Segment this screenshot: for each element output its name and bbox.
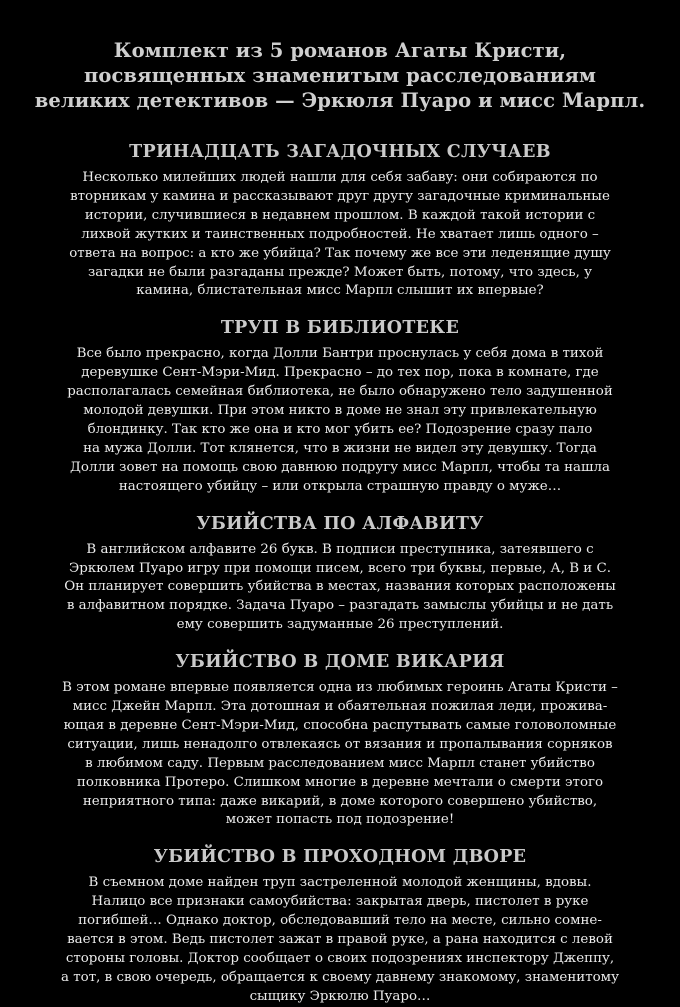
description-line: настоящего убийцу – или открыла страшную правду о муже… bbox=[118, 478, 562, 494]
description-line: располагалась семейная библиотека, не было обнаружено тело задушенной bbox=[67, 384, 613, 400]
description-line: Долли зовет на помощь свою давнюю подругу мисс Марпл, чтобы та нашла bbox=[70, 459, 610, 475]
description-line: ему совершить задуманные 26 преступлений. bbox=[176, 617, 504, 633]
description-line: в алфавитном порядке. Задача Пуаро – разгадать замыслы убийцы и не дать bbox=[66, 598, 614, 614]
section-description bbox=[30, 345, 650, 496]
description-line: вается в этом. Ведь пистолет зажат в правой руке, а рана находится с левой bbox=[67, 932, 613, 948]
description-line: деревушке Сент-Мэри-Мид. Прекрасно – до тех пор, пока в комнате, где bbox=[81, 365, 599, 381]
description-line: В съемном доме найден труп застреленной молодой женщины, вдовы. bbox=[88, 875, 592, 891]
description-line: молодой девушки. При этом никто в доме не знал эту привлекательную bbox=[83, 403, 597, 419]
section-description bbox=[30, 169, 650, 301]
description-line: загадки не были разгаданы прежде? Может быть, потому, что здесь, у bbox=[88, 264, 592, 280]
description-line: вторникам у камина и рассказывают друг другу загадочные криминальные bbox=[70, 188, 610, 204]
intro-line: посвященных знаменитым расследованиям bbox=[83, 64, 597, 87]
description-line: Налицо все признаки самоубийства: закрытая дверь, пистолет в руке bbox=[91, 894, 589, 910]
description-line: в любимом саду. Первым расследованием мисс Марпл станет убийство bbox=[85, 755, 595, 771]
section-title: УБИЙСТВА ПО АЛФАВИТУ bbox=[196, 513, 484, 534]
description-line: полковника Протеро. Слишком многие в деревне мечтали о смерти этого bbox=[76, 774, 604, 790]
description-line: погибшей… Однако доктор, обследовавший тело на месте, сильно сомне- bbox=[78, 913, 602, 929]
section-abc-murders bbox=[30, 513, 650, 636]
description-line: неприятного типа: даже викарий, в доме которого совершено убийство, bbox=[82, 793, 598, 809]
description-line: камина, блистательная мисс Марпл слышит их впервые? bbox=[136, 283, 544, 299]
description-line: сыщику Эркюлю Пуаро… bbox=[249, 988, 431, 1004]
description-line: Эркюлем Пуаро игру при помощи писем, всего три буквы, первые, А, В и С. bbox=[69, 560, 611, 576]
description-line: Несколько милейших людей нашли для себя забаву: они собираются по bbox=[82, 170, 598, 185]
description-line: ющая в деревне Сент-Мэри-Мид, способна распутывать самые головоломные bbox=[63, 717, 617, 733]
section-description bbox=[30, 874, 650, 1006]
description-line: Все было прекрасно, когда Долли Бантри проснулась у себя дома в тихой bbox=[76, 346, 604, 362]
section-description bbox=[30, 679, 650, 830]
description-line: на мужа Долли. Тот клянется, что в жизни не видел эту девушку. Тогда bbox=[83, 440, 597, 456]
section-title: УБИЙСТВО В ПРОХОДНОМ ДВОРЕ bbox=[153, 847, 527, 868]
series-intro bbox=[30, 38, 650, 113]
section-body-in-library bbox=[30, 317, 650, 496]
intro-line: великих детективов — Эркюля Пуаро и мисс Марпл. bbox=[34, 89, 646, 112]
description-line: а тот, в свою очередь, обращается к своему давнему знакомому, знаменитому bbox=[61, 969, 619, 985]
section-murder-at-vicarage bbox=[30, 651, 650, 830]
description-line: ответа на вопрос: а кто же убийца? Так почему же все эти леденящие душу bbox=[69, 245, 611, 261]
section-murder-in-mews bbox=[30, 846, 650, 1006]
description-line: истории, случившиеся в недавнем прошлом. В каждой такой истории с bbox=[84, 207, 596, 223]
description-line: В этом романе впервые появляется одна из любимых героинь Агаты Кристи – bbox=[62, 680, 618, 696]
description-line: блондинку. Так кто же она и кто мог убить ее? Подозрение сразу пало bbox=[87, 421, 593, 437]
description-line: ситуации, лишь ненадолго отвлекаясь от вязания и пропалывания сорняков bbox=[67, 736, 613, 752]
intro-line: Комплект из 5 романов Агаты Кристи, bbox=[113, 39, 567, 62]
section-thirteen-problems bbox=[30, 141, 650, 301]
description-line: лихвой жутких и таинственных подробностей. Не хватает лишь одного – bbox=[81, 226, 599, 242]
description-line: может попасть под подозрение! bbox=[225, 812, 455, 828]
description-line: стороны головы. Доктор сообщает о своих подозрениях инспектору Джеппу, bbox=[65, 951, 615, 966]
section-title: ТРУП В БИБЛИОТЕКЕ bbox=[220, 318, 460, 339]
section-title: ТРИНАДЦАТЬ ЗАГАДОЧНЫХ СЛУЧАЕВ bbox=[129, 142, 551, 162]
description-line: мисс Джейн Марпл. Эта дотошная и обаятельная пожилая леди, прожива- bbox=[72, 699, 608, 715]
description-line: Он планирует совершить убийства в местах, названия которых расположены bbox=[64, 579, 616, 595]
section-description bbox=[30, 541, 650, 636]
description-line: В английском алфавите 26 букв. В подписи преступника, затеявшего с bbox=[86, 541, 594, 557]
section-title: УБИЙСТВО В ДОМЕ ВИКАРИЯ bbox=[175, 652, 505, 673]
